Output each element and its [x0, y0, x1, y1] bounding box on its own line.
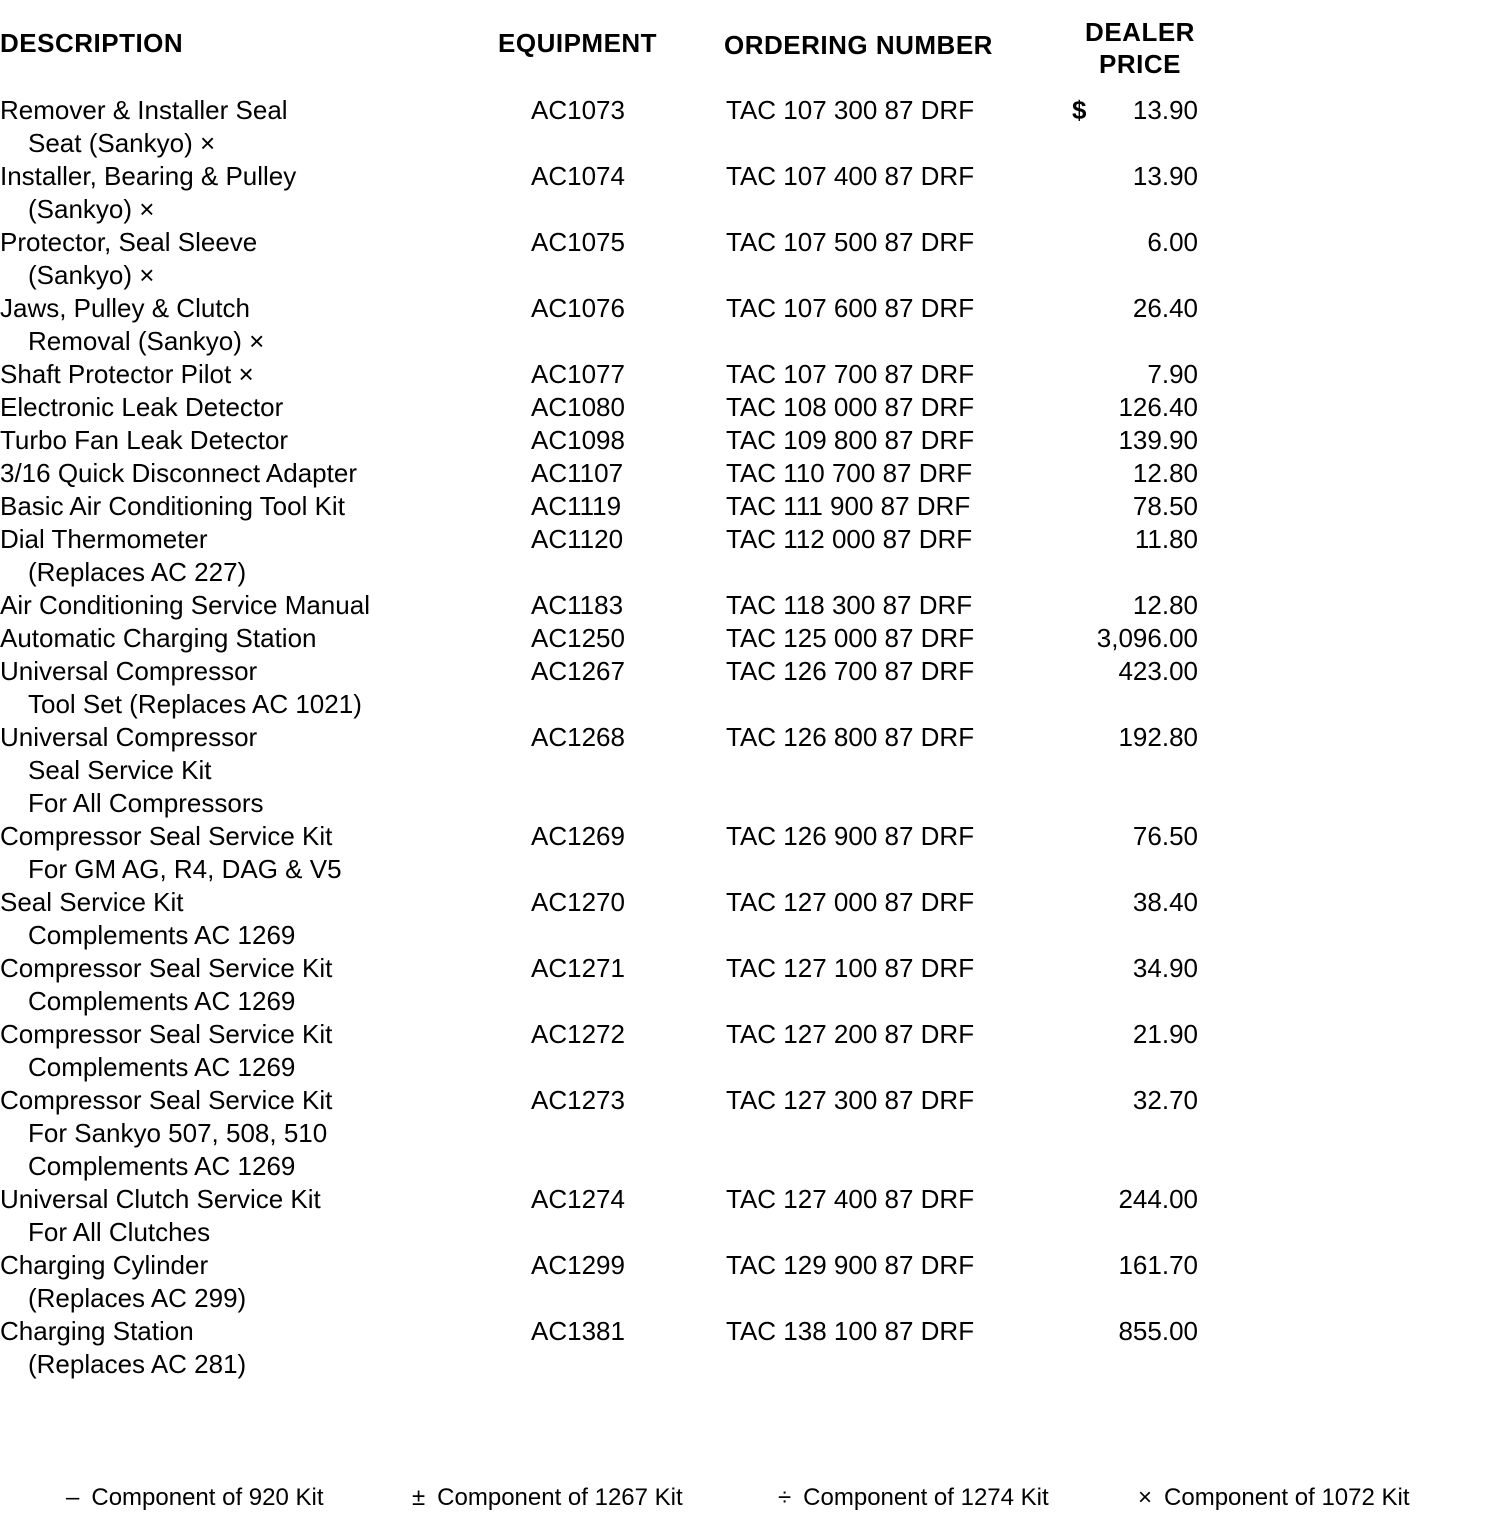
item-equipment-code: AC1080 [531, 392, 625, 422]
item-ordering-number: TAC 126 900 87 DRF [726, 821, 975, 851]
item-description-line: Protector, Seal Sleeve [0, 227, 258, 257]
item-description-line: Complements AC 1269 [28, 1151, 296, 1181]
table-row [0, 490, 1504, 523]
item-description-line: Tool Set (Replaces AC 1021) [28, 689, 362, 719]
item-description-line: Seat (Sankyo) × [28, 128, 216, 158]
item-equipment-code: AC1074 [531, 161, 625, 191]
item-equipment-code: AC1274 [531, 1184, 625, 1214]
item-dealer-price: 13.90 [1132, 161, 1198, 191]
item-ordering-number: TAC 129 900 87 DRF [726, 1250, 975, 1280]
item-description-line: Compressor Seal Service Kit [0, 1085, 333, 1115]
table-row [0, 655, 1504, 721]
item-description-line: Air Conditioning Service Manual [0, 590, 370, 620]
table-row [0, 886, 1504, 952]
item-equipment-code: AC1299 [531, 1250, 625, 1280]
item-description [0, 655, 470, 721]
legend-symbol: ± [412, 1484, 426, 1511]
item-description-line: Seal Service Kit [28, 755, 212, 785]
legend-symbol: × [1138, 1484, 1153, 1511]
legend-text: Component of 1072 Kit [1164, 1484, 1410, 1511]
legend-symbol: ÷ [778, 1484, 792, 1511]
item-description [0, 1183, 470, 1249]
table-row [0, 523, 1504, 589]
table-header [0, 0, 1504, 90]
item-description [0, 523, 470, 589]
table-row [0, 94, 1504, 160]
item-dealer-price: 11.80 [1134, 524, 1198, 554]
item-description-line: (Replaces AC 227) [28, 557, 247, 587]
item-description-line: For GM AG, R4, DAG & V5 [28, 854, 342, 884]
item-description-line: Compressor Seal Service Kit [0, 821, 333, 851]
item-ordering-number: TAC 127 100 87 DRF [726, 953, 975, 983]
item-description-line: (Replaces AC 299) [28, 1283, 247, 1313]
item-ordering-number: TAC 125 000 87 DRF [726, 623, 975, 653]
item-equipment-code: AC1107 [531, 458, 624, 488]
item-description-line: Installer, Bearing & Pulley [0, 161, 297, 191]
item-dealer-price: 7.90 [1147, 359, 1198, 389]
item-description [0, 490, 470, 523]
item-dealer-price: 13.90 [1132, 95, 1198, 125]
item-equipment-code: AC1120 [531, 524, 624, 554]
currency-symbol: $ [1072, 95, 1087, 125]
item-equipment-code: AC1272 [531, 1019, 625, 1049]
legend-item [778, 1484, 1049, 1512]
column-header-dealer-price [1070, 16, 1210, 80]
column-header-description: DESCRIPTION [0, 28, 184, 58]
legend-item [1138, 1484, 1410, 1512]
item-equipment-code: AC1273 [531, 1085, 625, 1115]
item-equipment-code: AC1075 [531, 227, 625, 257]
item-dealer-price: 139.90 [1118, 425, 1198, 455]
item-description-line: Turbo Fan Leak Detector [0, 425, 289, 455]
item-description-line: Shaft Protector Pilot × [0, 359, 254, 389]
item-ordering-number: TAC 107 600 87 DRF [726, 293, 975, 323]
item-ordering-number: TAC 126 700 87 DRF [726, 656, 975, 686]
item-dealer-price: 38.40 [1132, 887, 1198, 917]
item-description [0, 94, 470, 160]
item-description-line: For All Clutches [28, 1217, 211, 1247]
table-row [0, 457, 1504, 490]
item-description-line: Charging Station [0, 1316, 194, 1346]
item-dealer-price: 76.50 [1132, 821, 1198, 851]
item-description [0, 721, 470, 820]
item-ordering-number: TAC 138 100 87 DRF [726, 1316, 975, 1346]
item-description [0, 292, 470, 358]
item-description [0, 1315, 470, 1381]
item-description-line: Complements AC 1269 [28, 986, 296, 1016]
item-description-line: Basic Air Conditioning Tool Kit [0, 491, 345, 521]
item-ordering-number: TAC 126 800 87 DRF [726, 722, 975, 752]
table-row [0, 952, 1504, 1018]
item-description-line: Electronic Leak Detector [0, 392, 284, 422]
item-dealer-price: 34.90 [1132, 953, 1198, 983]
item-description [0, 952, 470, 1018]
item-dealer-price: 423.00 [1118, 656, 1198, 686]
item-description [0, 358, 470, 391]
item-description [0, 226, 470, 292]
item-equipment-code: AC1073 [531, 95, 625, 125]
item-equipment-code: AC1183 [531, 590, 624, 620]
item-description-line: For Sankyo 507, 508, 510 [28, 1118, 328, 1148]
item-equipment-code: AC1098 [531, 425, 625, 455]
item-dealer-price: 32.70 [1132, 1085, 1198, 1115]
item-description-line: Compressor Seal Service Kit [0, 1019, 333, 1049]
table-row [0, 589, 1504, 622]
legend-text: Component of 920 Kit [91, 1484, 324, 1511]
legend-symbol: – [66, 1484, 80, 1511]
table-row [0, 1183, 1504, 1249]
price-list-table [0, 94, 1504, 1381]
item-description [0, 1249, 470, 1315]
item-description [0, 1084, 470, 1183]
legend-text: Component of 1267 Kit [437, 1484, 683, 1511]
column-header-dealer-price-line2: PRICE [1099, 49, 1181, 79]
item-equipment-code: AC1076 [531, 293, 625, 323]
table-row [0, 622, 1504, 655]
item-description-line: Automatic Charging Station [0, 623, 317, 653]
item-ordering-number: TAC 110 700 87 DRF [726, 458, 973, 488]
table-row [0, 820, 1504, 886]
item-description-line: Jaws, Pulley & Clutch [0, 293, 250, 323]
item-dealer-price: 78.50 [1132, 491, 1198, 521]
item-description-line: Compressor Seal Service Kit [0, 953, 333, 983]
item-ordering-number: TAC 127 200 87 DRF [726, 1019, 975, 1049]
item-description-line: Universal Compressor [0, 656, 258, 686]
item-dealer-price: 126.40 [1118, 392, 1198, 422]
item-description-line: (Sankyo) × [28, 194, 155, 224]
item-dealer-price: 161.70 [1118, 1250, 1198, 1280]
item-description-line: For All Compressors [28, 788, 264, 818]
item-ordering-number: TAC 109 800 87 DRF [726, 425, 975, 455]
item-description-line: Dial Thermometer [0, 524, 208, 554]
item-description-line: Complements AC 1269 [28, 920, 296, 950]
item-description [0, 622, 470, 655]
item-description [0, 589, 470, 622]
table-row [0, 358, 1504, 391]
item-dealer-price: 12.80 [1132, 458, 1198, 488]
item-ordering-number: TAC 107 400 87 DRF [726, 161, 975, 191]
item-ordering-number: TAC 107 500 87 DRF [726, 227, 975, 257]
item-equipment-code: AC1250 [531, 623, 625, 653]
item-description [0, 1018, 470, 1084]
item-equipment-code: AC1270 [531, 887, 625, 917]
table-row [0, 1084, 1504, 1183]
item-equipment-code: AC1268 [531, 722, 625, 752]
legend-text: Component of 1274 Kit [803, 1484, 1049, 1511]
item-description-line: Removal (Sankyo) × [28, 326, 265, 356]
legend-item [66, 1484, 324, 1512]
item-dealer-price: 21.90 [1132, 1019, 1198, 1049]
item-ordering-number: TAC 112 000 87 DRF [726, 524, 973, 554]
table-row [0, 1315, 1504, 1381]
item-description [0, 820, 470, 886]
item-equipment-code: AC1077 [531, 359, 625, 389]
item-description-line: (Sankyo) × [28, 260, 155, 290]
item-description-line: Universal Compressor [0, 722, 258, 752]
item-dealer-price: 192.80 [1118, 722, 1198, 752]
item-dealer-price: 3,096.00 [1096, 623, 1198, 653]
table-row [0, 424, 1504, 457]
item-ordering-number: TAC 108 000 87 DRF [726, 392, 975, 422]
item-description [0, 886, 470, 952]
item-ordering-number: TAC 107 300 87 DRF [726, 95, 975, 125]
table-row [0, 1018, 1504, 1084]
table-row [0, 721, 1504, 820]
column-header-ordering-number: ORDERING NUMBER [724, 30, 993, 60]
item-description-line: (Replaces AC 281) [28, 1349, 247, 1379]
legend [0, 1484, 1504, 1524]
item-dealer-price: 244.00 [1118, 1184, 1198, 1214]
item-description-line: Remover & Installer Seal [0, 95, 288, 125]
item-equipment-code: AC1119 [531, 491, 622, 521]
legend-item [412, 1484, 683, 1512]
item-description-line: 3/16 Quick Disconnect Adapter [0, 458, 357, 488]
table-row [0, 160, 1504, 226]
item-equipment-code: AC1267 [531, 656, 625, 686]
item-dealer-price: 855.00 [1118, 1316, 1198, 1346]
table-row [0, 292, 1504, 358]
item-equipment-code: AC1271 [531, 953, 625, 983]
item-description [0, 160, 470, 226]
item-ordering-number: TAC 127 000 87 DRF [726, 887, 975, 917]
column-header-dealer-price-line1: DEALER [1085, 17, 1195, 47]
item-ordering-number: TAC 107 700 87 DRF [726, 359, 975, 389]
item-equipment-code: AC1269 [531, 821, 625, 851]
item-dealer-price: 6.00 [1147, 227, 1198, 257]
item-description [0, 457, 470, 490]
item-description [0, 391, 470, 424]
table-row [0, 1249, 1504, 1315]
item-description-line: Complements AC 1269 [28, 1052, 296, 1082]
table-row [0, 226, 1504, 292]
item-description-line: Seal Service Kit [0, 887, 184, 917]
item-ordering-number: TAC 118 300 87 DRF [726, 590, 973, 620]
item-ordering-number: TAC 111 900 87 DRF [726, 491, 971, 521]
item-ordering-number: TAC 127 300 87 DRF [726, 1085, 975, 1115]
item-description-line: Charging Cylinder [0, 1250, 209, 1280]
item-ordering-number: TAC 127 400 87 DRF [726, 1184, 975, 1214]
item-dealer-price: 26.40 [1132, 293, 1198, 323]
column-header-equipment: EQUIPMENT [498, 28, 658, 58]
item-description-line: Universal Clutch Service Kit [0, 1184, 321, 1214]
item-dealer-price: 12.80 [1132, 590, 1198, 620]
table-row [0, 391, 1504, 424]
item-description [0, 424, 470, 457]
item-equipment-code: AC1381 [531, 1316, 625, 1346]
